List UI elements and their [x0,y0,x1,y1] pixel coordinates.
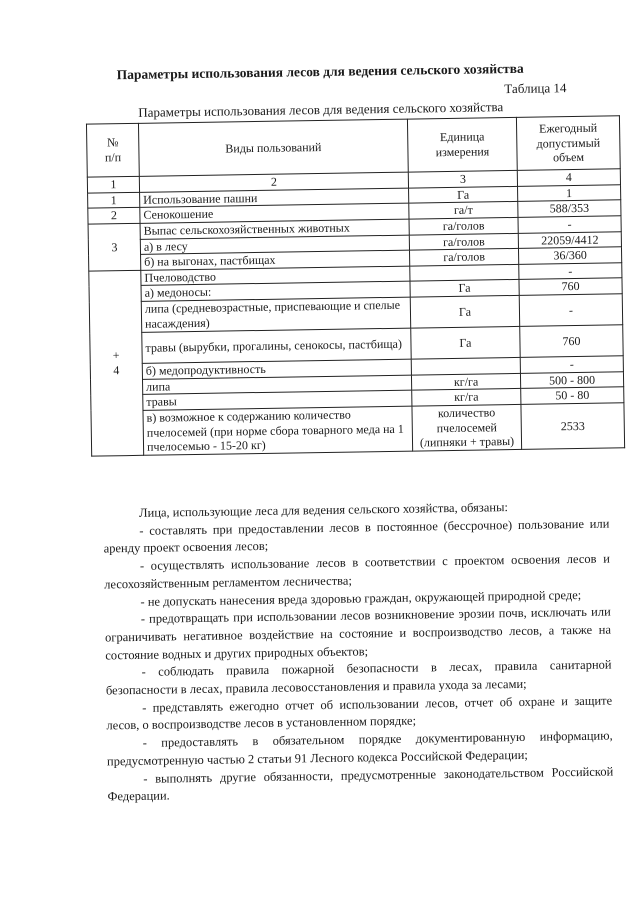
row-value: 500 - 800 [520,371,623,388]
row-value: 36/360 [518,247,621,264]
row-value: 760 [520,325,623,358]
row-type: Использование пашни [140,188,409,208]
row-num: 1 [88,192,140,208]
row-value: 2533 [521,403,625,450]
obligations-intro: Лица, использующие леса для ведения сельского хозяйства, обязаны: [138,500,508,520]
row-type: б) медопродуктивность [142,359,411,379]
row-num: 2 [88,208,140,224]
row-type: в) возможное к содержанию количество пчелосемей (при норме сбора товарного меда на 1 пчелосемью - 15-20 кг) [143,406,413,455]
row-unit: га/голов [409,233,518,250]
row-value: - [520,356,623,373]
row-unit: га/т [409,202,518,219]
row-unit: кг/га [412,389,521,406]
table-number: Таблица 14 [504,80,567,97]
obligation-item: - не допускать нанесения вреда здоровью граждан, окружающей природной среде; [140,587,582,609]
row-type: а) в лесу [140,235,409,255]
forest-use-parameters-table [86,115,625,456]
row-value: 1 [518,184,621,201]
row-type: а) медоносы: [141,281,410,301]
row-value: - [519,294,622,327]
obligation-item: - выполнять другие обязанности, предусмотренные законодательством Российской Федерации. [107,764,614,804]
row-unit [411,357,520,374]
row-unit: количество пчелосемей (липняки + травы) [412,404,522,451]
row-unit: Га [410,295,519,328]
row-num: 4 [113,363,120,378]
header-num: № п/п [86,123,139,177]
index-cell: 4 [517,169,620,186]
row-value: - [518,216,621,233]
row-unit: Га [411,326,520,359]
obligations-text [103,498,614,807]
header-volume: Ежегодный допустимый объем [516,116,620,171]
row-type: липа (средневозрастные, приспевающие и спелые насаждения) [141,297,410,332]
index-cell: 1 [87,176,139,192]
obligation-item: - предотвращать при использовании лесов возникновение эрозии почв, исключать или ограничивать негативное воздействие на состояние и воспроизводство лесов, а также на состояние водных и других природных объектов; [104,604,612,663]
row-type: Выпас сельскохозяйственных животных [140,219,409,239]
row-value: - [519,263,622,280]
row-num: 3 [88,223,141,271]
row-unit [410,264,519,281]
row-unit: га/голов [409,249,518,266]
obligation-item: - соблюдать правила пожарной безопасности в лесах, правила санитарной безопасности в лесах, правила лесовосстановления и правила ухода за лесами; [105,657,612,698]
row-mark: + [112,348,120,363]
header-type: Виды пользований [138,119,408,176]
obligation-item: - предоставлять в обязательном порядке документированную информацию, предусмотренную частью 2 статьи 91 Лесного кодекса Российской Федерации; [106,728,613,769]
row-unit: кг/га [411,373,520,390]
index-cell: 3 [408,170,517,187]
row-value: 22059/4412 [518,231,621,248]
row-num-cell [89,270,144,456]
row-type: Сенокошение [140,203,409,223]
row-unit: Га [410,280,519,297]
table-caption: Параметры использования лесов для ведения сельского хозяйства [138,99,504,120]
document-title: Параметры использования лесов для ведения сельского хозяйства [116,60,524,83]
row-type: б) на выгонах, пастбищах [141,250,410,270]
table-header-row [86,116,620,177]
header-unit: Единица измерения [407,117,517,172]
row-unit: га/голов [409,217,518,234]
row-unit: Га [409,186,518,203]
obligation-item: - осуществлять использование лесов в соответствии с проектом освоения лесов и лесохозяйственным регламентом лесничества; [104,551,610,592]
row-type: липа [142,375,411,395]
index-cell: 2 [139,172,408,192]
row-value: 760 [519,278,622,295]
obligation-item: - составлять при предоставлении лесов в постоянное (бессрочное) пользование или аренду проект освоения лесов; [103,516,610,556]
row-type: травы (вырубки, прогалины, сенокосы, пастбища) [142,328,411,363]
row-value: 588/353 [518,200,621,217]
row-type: травы [143,390,412,410]
table-row [91,403,625,456]
row-value: 50 - 80 [521,387,624,404]
row-type: Пчеловодство [141,266,410,286]
obligation-item: - представлять ежегодно отчет об использовании лесов, отчет об охране и защите лесов, о воспроизводстве лесов в установленном порядке; [106,693,613,733]
